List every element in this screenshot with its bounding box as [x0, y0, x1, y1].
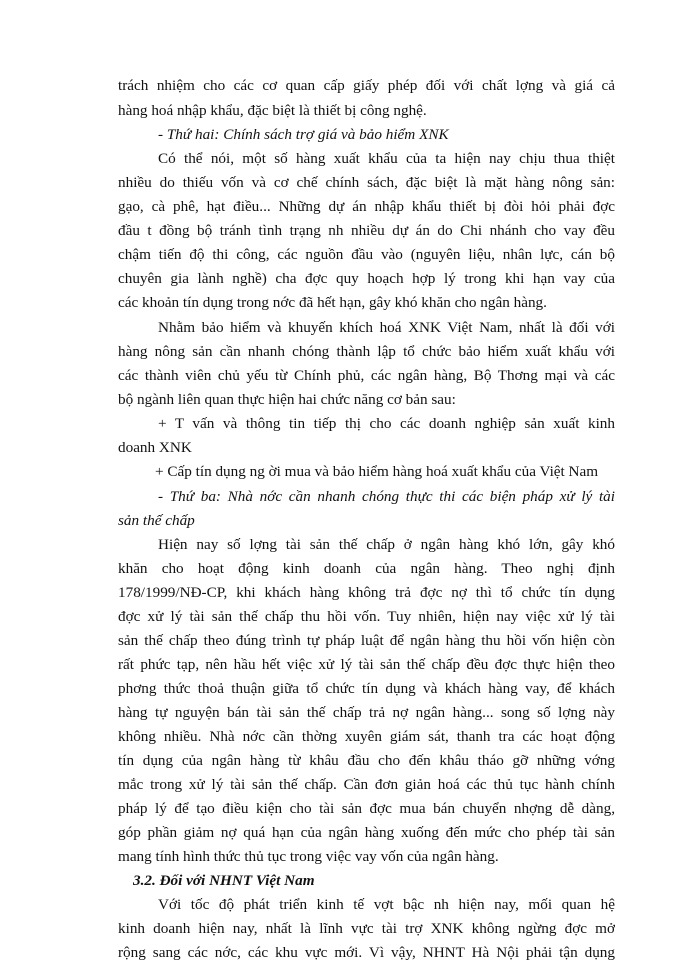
text-line: khăn cho hoạt động kinh doanh của ngân hàng. Theo nghị định	[118, 560, 615, 577]
text-line: chuyên gia lành nghề) cha đợc quy hoạch hợp lý trong khi hạn vay của	[118, 270, 615, 287]
text-line: hàng hoá nhập khẩu, đặc biệt là thiết bị công nghệ.	[118, 102, 427, 119]
text-line: 178/1999/NĐ-CP, khi khách hàng không trả đợc nợ thì tổ chức tín dụng	[118, 584, 615, 601]
text-line: đầu t đồng bộ tránh tình trạng nh nhiều dự án do Chi nhánh cho vay đều	[118, 222, 615, 239]
text-line: pháp lý để tạo điều kiện cho tài sản đợc mua bán chuyển nhợng dễ dàng,	[118, 800, 615, 817]
text-line: đợc xử lý tài sản thế chấp thu hồi vốn. Tuy nhiên, hiện nay việc xử lý tài	[118, 608, 615, 625]
text-line: trách nhiệm cho các cơ quan cấp giấy phép đối với chất lợng và giá cả	[118, 77, 615, 94]
text-line: hàng nông sản cần nhanh chóng thành lập tổ chức bảo hiểm xuất khẩu với	[118, 343, 615, 360]
text-line: bộ ngành liên quan thực hiện hai chức năng cơ bản sau:	[118, 391, 456, 408]
text-line: + T vấn và thông tin tiếp thị cho các doanh nghiệp sản xuất kinh	[158, 415, 615, 432]
text-line: Hiện nay số lợng tài sản thế chấp ở ngân hàng khó lớn, gây khó	[158, 536, 615, 553]
text-line: tín dụng của ngân hàng từ khâu đầu cho đến khâu tháo gỡ những vớng	[118, 752, 615, 769]
text-line: Với tốc độ phát triển kinh tế vợt bậc nh hiện nay, mối quan hệ	[158, 896, 615, 913]
text-line: gạo, cà phê, hạt điều... Những dự án nhập khẩu thiết bị đòi hỏi phải đợc	[118, 198, 615, 215]
text-line: mắc trong xử lý tài sản thế chấp. Cần đơn giản hoá các thủ tục hành chính	[118, 776, 615, 793]
text-line: sản thế chấp theo đúng trình tự pháp luật để ngân hàng thu hồi vốn hiện còn	[118, 632, 615, 649]
subheading-thu-ba-cont: sản thế chấp	[118, 512, 195, 529]
text-line: doanh XNK	[118, 439, 192, 456]
subheading-thu-ba: - Thứ ba: Nhà nớc cần nhanh chóng thực thi các biện pháp xử lý tài	[158, 488, 615, 505]
text-line: nhiều do thiếu vốn và cơ chế chính sách, đặc biệt là mặt hàng nông sản:	[118, 174, 615, 191]
text-line: rất phức tạp, nên hầu hết việc xử lý tài sản thế chấp đều đợc thực hiện theo	[118, 656, 615, 673]
text-line: phơng thức thoả thuận giữa tổ chức tín dụng và khách hàng vay, để khách	[118, 680, 615, 697]
text-line: góp phần giảm nợ quá hạn của ngân hàng xuống đến mức cho phép tài sản	[118, 824, 615, 841]
text-line: mang tính hình thức thủ tục trong việc vay vốn của ngân hàng.	[118, 848, 499, 865]
text-line: hàng tự nguyện bán tài sản thế chấp trả nợ ngân hàng... song số lợng này	[118, 704, 615, 721]
section-heading-3-2: 3.2. Đối với NHNT Việt Nam	[133, 872, 315, 889]
text-line: Nhằm bảo hiểm và khuyến khích hoá XNK Việt Nam, nhất là đối với	[158, 319, 615, 336]
subheading-thu-hai: - Thứ hai: Chính sách trợ giá và bảo hiểm XNK	[158, 126, 449, 143]
text-line: + Cấp tín dụng ng ời mua và bảo hiểm hàng hoá xuất khẩu của Việt Nam	[155, 463, 599, 480]
text-line: các thành viên chủ yếu từ Chính phủ, các ngân hàng, Bộ Thơng mại và các	[118, 367, 615, 384]
text-line: rộng sang các nớc, các khu vực mới. Vì vậy, NHNT Hà Nội phải tận dụng	[118, 944, 615, 961]
text-line: kinh doanh hiện nay, nhất là lĩnh vực tài trợ XNK không ngừng đợc mở	[118, 920, 615, 937]
text-line: không nhiều. Nhà nớc cần thờng xuyên giám sát, thanh tra các hoạt động	[118, 728, 615, 745]
text-line: các khoản tín dụng trong nớc đã hết hạn, gây khó khăn cho ngân hàng.	[118, 294, 547, 311]
text-line: Có thể nói, một số hàng xuất khẩu của ta hiện nay chịu thua thiệt	[158, 150, 615, 167]
text-line: chậm tiến độ thi công, các nguồn đầu vào (nguyên liệu, nhân lực, cán bộ	[118, 246, 615, 263]
